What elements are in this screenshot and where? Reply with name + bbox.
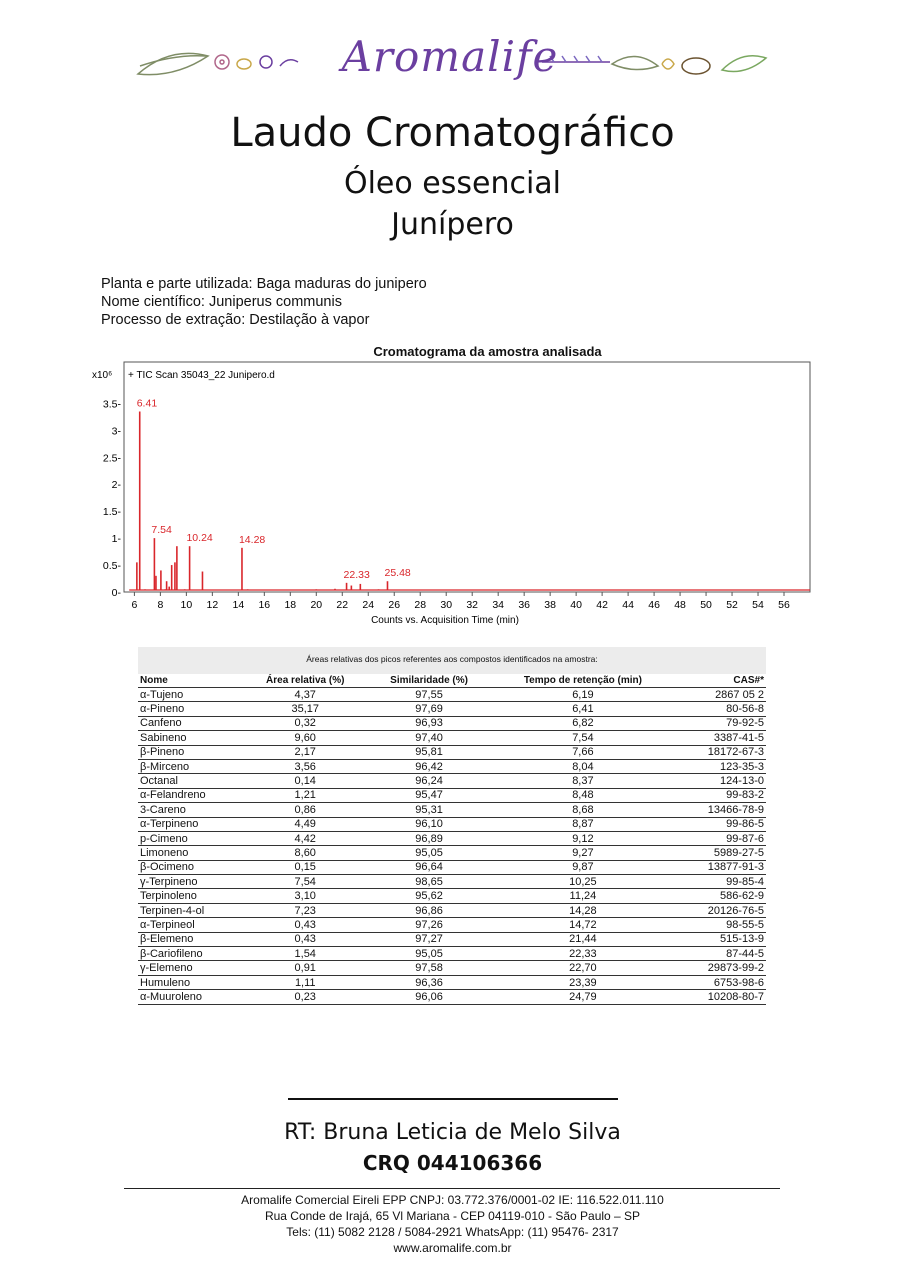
table-cell: 97,26 xyxy=(367,918,490,932)
table-cell: 99-85-4 xyxy=(675,875,766,889)
table-cell: β-Cariofileno xyxy=(138,947,243,961)
peak-label: 6.41 xyxy=(136,397,158,410)
table-cell: 8,37 xyxy=(491,774,675,788)
table-cell: 95,81 xyxy=(367,745,490,759)
table-cell: 96,24 xyxy=(367,774,490,788)
x-tick-label: 56 xyxy=(778,599,790,611)
table-row xyxy=(138,860,766,874)
x-tick-label: 38 xyxy=(544,599,556,611)
table-cell: 0,43 xyxy=(243,932,367,946)
table-cell: 6,82 xyxy=(491,716,675,730)
table-cell: 0,32 xyxy=(243,716,367,730)
table-cell: γ-Elemeno xyxy=(138,961,243,975)
table-cell: Limoneno xyxy=(138,846,243,860)
table-row xyxy=(138,831,766,845)
x-tick-label: 50 xyxy=(700,599,712,611)
page-subtitle: Óleo essencial xyxy=(343,166,562,201)
table-row xyxy=(138,731,766,745)
table-cell: 95,62 xyxy=(367,889,490,903)
responsible-technician: RT: Bruna Leticia de Melo Silva xyxy=(284,1120,621,1145)
column-header: Similaridade (%) xyxy=(367,674,490,688)
y-tick-label: 2- xyxy=(111,479,121,492)
column-header: CAS#* xyxy=(675,674,766,688)
table-cell: 7,54 xyxy=(243,875,367,889)
table-cell: β-Mirceno xyxy=(138,759,243,773)
table-cell: 99-86-5 xyxy=(675,817,766,831)
table-cell: 1,11 xyxy=(243,975,367,989)
table-cell: 9,12 xyxy=(491,831,675,845)
table-cell: 2867 05 2 xyxy=(675,688,766,702)
table-cell: 11,24 xyxy=(491,889,675,903)
table-cell: 7,54 xyxy=(491,731,675,745)
x-tick-label: 44 xyxy=(622,599,634,611)
table-row xyxy=(138,803,766,817)
table-cell: 6,41 xyxy=(491,702,675,716)
table-cell: 4,42 xyxy=(243,831,367,845)
column-header: Tempo de retenção (min) xyxy=(491,674,675,688)
table-cell: 97,58 xyxy=(367,961,490,975)
y-tick-label: 1.5- xyxy=(102,506,121,519)
table-row xyxy=(138,947,766,961)
table-cell: Sabineno xyxy=(138,731,243,745)
table-cell: 97,27 xyxy=(367,932,490,946)
table-row xyxy=(138,975,766,989)
x-tick-label: 28 xyxy=(414,599,427,611)
table-cell: 3-Careno xyxy=(138,803,243,817)
table-row xyxy=(138,759,766,773)
x-tick-label: 52 xyxy=(726,599,738,611)
table-cell: 515-13-9 xyxy=(675,932,766,946)
x-tick-label: 24 xyxy=(362,599,375,611)
table-row xyxy=(138,745,766,759)
x-tick-label: 54 xyxy=(752,599,764,611)
table-cell: 124-13-0 xyxy=(675,774,766,788)
table-row xyxy=(138,918,766,932)
compounds-table-section xyxy=(138,647,766,1005)
table-cell: 3,10 xyxy=(243,889,367,903)
table-cell: 5989-27-5 xyxy=(675,846,766,860)
table-cell: 23,39 xyxy=(491,975,675,989)
table-cell: 0,86 xyxy=(243,803,367,817)
x-axis-label: Counts vs. Acquisition Time (min) xyxy=(371,615,519,626)
x-tick-label: 26 xyxy=(388,599,401,611)
footer-divider xyxy=(124,1188,780,1189)
footer-phones: Tels: (11) 5082 2128 / 5084-2921 WhatsApp: (11) 95476- 2317 xyxy=(286,1225,619,1239)
sample-info xyxy=(101,275,427,329)
table-cell: 95,05 xyxy=(367,947,490,961)
table-cell: 14,72 xyxy=(491,918,675,932)
y-tick-label: 3- xyxy=(111,425,121,438)
x-tick-label: 32 xyxy=(466,599,479,611)
column-header: Nome xyxy=(138,674,243,688)
table-row xyxy=(138,932,766,946)
x-tick-label: 36 xyxy=(518,599,531,611)
table-cell: 3387-41-5 xyxy=(675,731,766,745)
table-header-row xyxy=(138,674,766,688)
x-tick-label: 20 xyxy=(310,599,323,611)
table-cell: γ-Terpineno xyxy=(138,875,243,889)
table-cell: α-Terpineno xyxy=(138,817,243,831)
table-cell: 99-83-2 xyxy=(675,788,766,802)
table-cell: 95,05 xyxy=(367,846,490,860)
table-cell: 8,87 xyxy=(491,817,675,831)
table-cell: 95,31 xyxy=(367,803,490,817)
table-cell: 10208-80-7 xyxy=(675,990,766,1004)
table-cell: 586-62-9 xyxy=(675,889,766,903)
table-cell: α-Tujeno xyxy=(138,688,243,702)
table-cell: 0,23 xyxy=(243,990,367,1004)
table-cell: 95,47 xyxy=(367,788,490,802)
table-row xyxy=(138,688,766,702)
chart-title: Cromatograma da amostra analisada xyxy=(373,344,602,359)
table-cell: 0,15 xyxy=(243,860,367,874)
table-cell: Octanal xyxy=(138,774,243,788)
table-cell: 8,60 xyxy=(243,846,367,860)
brand-logo xyxy=(130,26,770,96)
chromatogram-chart xyxy=(88,358,818,630)
x-tick-label: 34 xyxy=(492,599,505,611)
page-title: Laudo Cromatográfico xyxy=(230,110,675,156)
table-cell: 7,66 xyxy=(491,745,675,759)
table-cell: β-Elemeno xyxy=(138,932,243,946)
table-cell: 8,68 xyxy=(491,803,675,817)
plot-frame xyxy=(124,362,810,592)
table-cell: 87-44-5 xyxy=(675,947,766,961)
y-tick-label: 0.5- xyxy=(102,560,121,573)
table-cell: 21,44 xyxy=(491,932,675,946)
compounds-table xyxy=(138,674,766,1005)
table-cell: 98,65 xyxy=(367,875,490,889)
table-cell: 98-55-5 xyxy=(675,918,766,932)
table-cell: 97,40 xyxy=(367,731,490,745)
table-cell: 4,37 xyxy=(243,688,367,702)
y-tick-label: 2.5- xyxy=(102,452,121,465)
x-tick-label: 42 xyxy=(596,599,608,611)
table-cell: β-Pineno xyxy=(138,745,243,759)
table-cell: Canfeno xyxy=(138,716,243,730)
table-cell: 18172-67-3 xyxy=(675,745,766,759)
x-tick-label: 22 xyxy=(336,599,349,611)
x-tick-label: 8 xyxy=(157,599,164,611)
table-cell: 96,93 xyxy=(367,716,490,730)
x-tick-label: 30 xyxy=(440,599,453,611)
table-row xyxy=(138,903,766,917)
table-cell: 14,28 xyxy=(491,903,675,917)
footer-company: Aromalife Comercial Eireli EPP CNPJ: 03.772.376/0001-02 IE: 116.522.011.110 xyxy=(241,1193,664,1207)
trace-label: + TIC Scan 35043_22 Junipero.d xyxy=(128,370,275,381)
table-row xyxy=(138,774,766,788)
x-tick-label: 16 xyxy=(258,599,271,611)
table-cell: 20126-76-5 xyxy=(675,903,766,917)
table-body xyxy=(138,688,766,1005)
table-cell: 0,91 xyxy=(243,961,367,975)
table-cell: 8,48 xyxy=(491,788,675,802)
table-cell: 96,64 xyxy=(367,860,490,874)
table-cell: α-Muuroleno xyxy=(138,990,243,1004)
table-cell: α-Terpineol xyxy=(138,918,243,932)
table-cell: 97,55 xyxy=(367,688,490,702)
table-cell: 6,19 xyxy=(491,688,675,702)
table-cell: 24,79 xyxy=(491,990,675,1004)
table-row xyxy=(138,846,766,860)
footer-website[interactable]: www.aromalife.com.br xyxy=(393,1241,512,1255)
table-cell: 79-92-5 xyxy=(675,716,766,730)
x-tick-label: 10 xyxy=(180,599,193,611)
table-row xyxy=(138,716,766,730)
table-cell: 96,42 xyxy=(367,759,490,773)
x-tick-label: 40 xyxy=(570,599,582,611)
table-cell: 96,10 xyxy=(367,817,490,831)
table-cell: 96,89 xyxy=(367,831,490,845)
table-row xyxy=(138,990,766,1004)
product-name: Junípero xyxy=(391,207,514,242)
table-cell: 8,04 xyxy=(491,759,675,773)
table-cell: 96,86 xyxy=(367,903,490,917)
info-scientific-name: Nome científico: Juniperus communis xyxy=(101,294,342,310)
peak-label: 14.28 xyxy=(238,533,266,546)
table-cell: 6753-98-6 xyxy=(675,975,766,989)
x-tick-label: 12 xyxy=(206,599,219,611)
table-cell: α-Felandreno xyxy=(138,788,243,802)
table-cell: 97,69 xyxy=(367,702,490,716)
table-cell: 80-56-8 xyxy=(675,702,766,716)
table-cell: α-Pineno xyxy=(138,702,243,716)
table-cell: 9,27 xyxy=(491,846,675,860)
table-cell: 96,36 xyxy=(367,975,490,989)
table-cell: 3,56 xyxy=(243,759,367,773)
table-row xyxy=(138,961,766,975)
table-cell: 22,33 xyxy=(491,947,675,961)
table-cell: 10,25 xyxy=(491,875,675,889)
x-tick-label: 18 xyxy=(284,599,297,611)
table-row xyxy=(138,788,766,802)
signature-line xyxy=(288,1098,618,1100)
footer-address: Rua Conde de Irajá, 65 Vl Mariana - CEP 04119-010 - São Paulo – SP xyxy=(264,1209,641,1223)
table-row xyxy=(138,875,766,889)
table-cell: Terpinen-4-ol xyxy=(138,903,243,917)
table-cell: 2,17 xyxy=(243,745,367,759)
x-tick-label: 46 xyxy=(648,599,660,611)
table-cell: β-Ocimeno xyxy=(138,860,243,874)
table-cell: 123-35-3 xyxy=(675,759,766,773)
info-plant-part: Planta e parte utilizada: Baga maduras do junipero xyxy=(101,276,427,292)
table-cell: 29873-99-2 xyxy=(675,961,766,975)
table-cell: 13466-78-9 xyxy=(675,803,766,817)
table-cell: 9,60 xyxy=(243,731,367,745)
logo-wordmark: Aromalife xyxy=(341,32,559,81)
table-cell: 22,70 xyxy=(491,961,675,975)
x-tick-label: 48 xyxy=(674,599,686,611)
y-tick-label: 3.5- xyxy=(102,398,121,411)
y-tick-label: 1- xyxy=(111,533,121,546)
table-row xyxy=(138,817,766,831)
table-row xyxy=(138,889,766,903)
peak-label: 7.54 xyxy=(151,524,172,537)
x-tick-label: 14 xyxy=(232,599,245,611)
table-cell: 13877-91-3 xyxy=(675,860,766,874)
table-cell: Terpinoleno xyxy=(138,889,243,903)
footer xyxy=(0,1192,905,1256)
table-cell: Humuleno xyxy=(138,975,243,989)
table-cell: p-Cimeno xyxy=(138,831,243,845)
y-tick-label: 0- xyxy=(111,587,121,599)
table-cell: 7,23 xyxy=(243,903,367,917)
column-header: Área relativa (%) xyxy=(243,674,367,688)
table-cell: 99-87-6 xyxy=(675,831,766,845)
table-cell: 0,14 xyxy=(243,774,367,788)
crq-number: CRQ 044106366 xyxy=(362,1151,543,1175)
table-cell: 35,17 xyxy=(243,702,367,716)
table-cell: 96,06 xyxy=(367,990,490,1004)
peak-label: 22.33 xyxy=(343,568,370,581)
peak-label: 10.24 xyxy=(186,532,213,545)
table-cell: 1,21 xyxy=(243,788,367,802)
table-row xyxy=(138,702,766,716)
table-caption: Áreas relativas dos picos referentes aos compostos identificados na amostra: xyxy=(138,647,766,674)
table-cell: 0,43 xyxy=(243,918,367,932)
info-extraction: Processo de extração: Destilação à vapor xyxy=(101,312,370,328)
table-cell: 4,49 xyxy=(243,817,367,831)
table-cell: 9,87 xyxy=(491,860,675,874)
y-multiplier: x10⁶ xyxy=(92,370,113,381)
table-cell: 1,54 xyxy=(243,947,367,961)
peak-label: 25.48 xyxy=(384,567,411,580)
x-tick-label: 6 xyxy=(131,599,138,611)
